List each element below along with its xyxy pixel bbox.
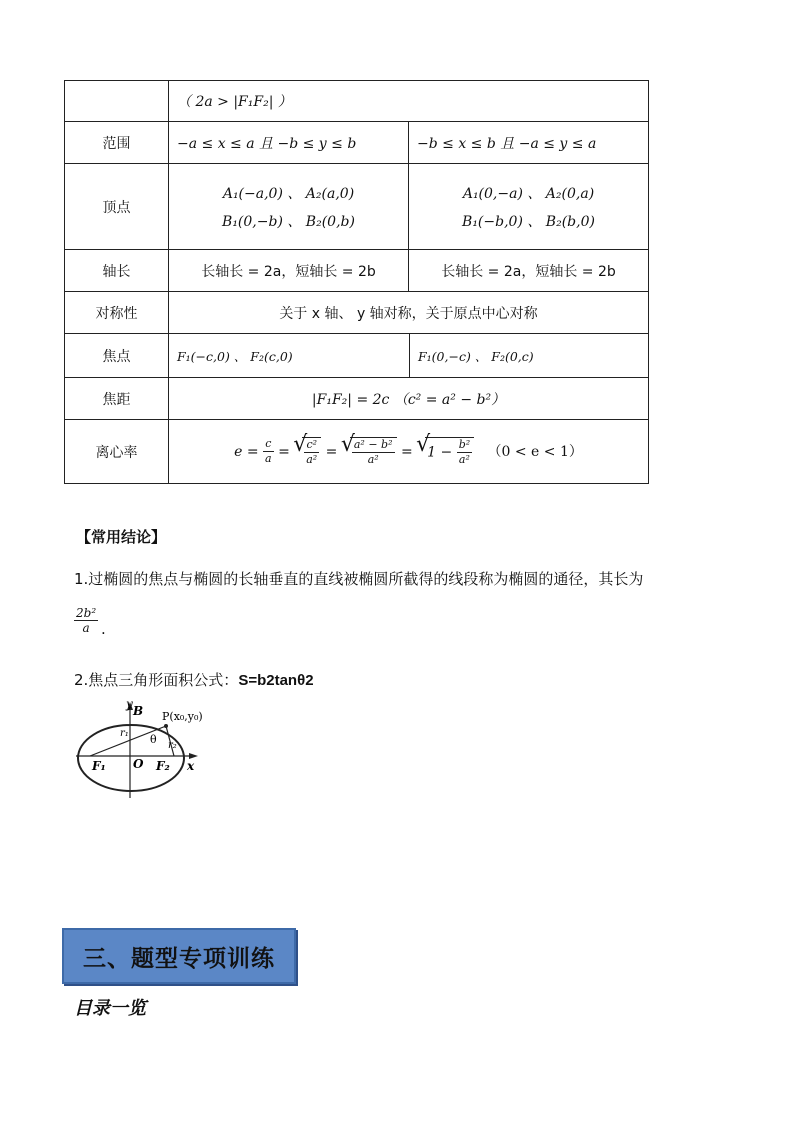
axis-right: 长轴长 = 2a，短轴长 = 2b (409, 250, 649, 292)
toc-title: 目录一览 (74, 998, 146, 1019)
ecc-frac-c-a: $\frac{c}{a}$ (265, 437, 272, 465)
row-label-range: 范围 (65, 122, 169, 164)
row-label-axis: 轴长 (65, 250, 169, 292)
latus-rectum-fraction: $\frac{\text{2b²}}{a}$ (76, 606, 97, 635)
focal-triangle-area-formula: S=b2tanθ2 (238, 672, 314, 689)
table-row (65, 292, 649, 334)
label-x: x (187, 759, 195, 773)
row-label-focal-distance: 焦距 (65, 378, 169, 420)
table-row (65, 81, 649, 122)
focus-cell (169, 334, 649, 378)
ecc-sqrt-2: √ $\frac{\text{a² − b²}}{\text{a²}}$ (350, 437, 397, 467)
ecc-range: （0 < e < 1） (487, 443, 583, 460)
ecc-sqrt-3: √ 1 − $\frac{\text{b²}}{\text{a²}}$ (425, 437, 474, 467)
ecc-eq-1: = (278, 443, 290, 460)
row-label-eccentricity: 离心率 (65, 420, 169, 484)
ellipse-properties-table (64, 80, 649, 484)
ecc-eq-3: = (400, 443, 413, 460)
range-right: −b ≤ x ≤ b 且 −a ≤ y ≤ a (409, 122, 649, 164)
label-r1: r₁ (120, 728, 129, 739)
row-label-vertex: 顶点 (65, 164, 169, 250)
ellipse-focal-triangle-figure (70, 698, 230, 802)
ecc-sqrt-1: √ $\frac{\text{c²}}{\text{a²}}$ (302, 437, 321, 467)
label-f1: F₁ (92, 759, 106, 773)
vertex-left-b: B₁(0,−b) 、 B₂(0,b) (222, 213, 355, 230)
vertex-left (169, 164, 409, 250)
condition-cell: （ 2a > |F₁F₂| ） (169, 81, 649, 122)
table-row (65, 334, 649, 378)
eccentricity-cell (169, 420, 649, 484)
vertex-right-a: A₁(0,−a) 、 A₂(0,a) (462, 185, 595, 202)
table-row (65, 378, 649, 420)
label-theta: θ (150, 733, 157, 746)
focus-left: F₁(−c,0) 、 F₂(c,0) (169, 334, 410, 377)
table-row (65, 420, 649, 484)
point-p (164, 724, 168, 728)
table-row (65, 250, 649, 292)
conclusion-item-1: 1.过椭圆的焦点与椭圆的长轴垂直的直线被椭圆所截得的线段称为椭圆的通径，其长为 (74, 570, 644, 588)
label-p: P(x₀,y₀) (162, 710, 203, 723)
table-row (65, 164, 649, 250)
label-y: y (126, 698, 133, 711)
vertex-right (409, 164, 649, 250)
row-label-focus: 焦点 (65, 334, 169, 378)
row-label-symmetry: 对称性 (65, 292, 169, 334)
axis-left: 长轴长 = 2a，短轴长 = 2b (169, 250, 409, 292)
range-left: −a ≤ x ≤ a 且 −b ≤ y ≤ b (169, 122, 409, 164)
symmetry-cell: 关于 x 轴、 y 轴对称，关于原点中心对称 (169, 292, 649, 334)
conclusion-item-2 (74, 669, 314, 690)
vertex-left-a: A₁(−a,0) 、 A₂(a,0) (222, 185, 355, 202)
conclusion-item-1-end: . (101, 620, 106, 638)
ecc-eq-2: = (325, 443, 338, 460)
label-o: O (133, 757, 144, 771)
section-banner (62, 928, 296, 984)
focal-distance-cell: |F₁F₂| = 2c （c² = a² − b²） (169, 378, 649, 420)
table-row (65, 122, 649, 164)
section-banner-title: 三、题型专项训练 (83, 945, 275, 972)
table-cell-empty (65, 81, 169, 122)
label-b: B (133, 704, 144, 718)
conclusions-heading: 【常用结论】 (76, 528, 167, 546)
conclusion-item-2-prefix: 2.焦点三角形面积公式： (74, 671, 239, 689)
ecc-e: e = (234, 443, 259, 460)
vertex-right-b: B₁(−b,0) 、 B₂(b,0) (462, 213, 595, 230)
label-r2: r₂ (168, 740, 177, 751)
label-f2: F₂ (156, 759, 170, 773)
focus-right: F₁(0,−c) 、 F₂(0,c) (418, 348, 534, 364)
